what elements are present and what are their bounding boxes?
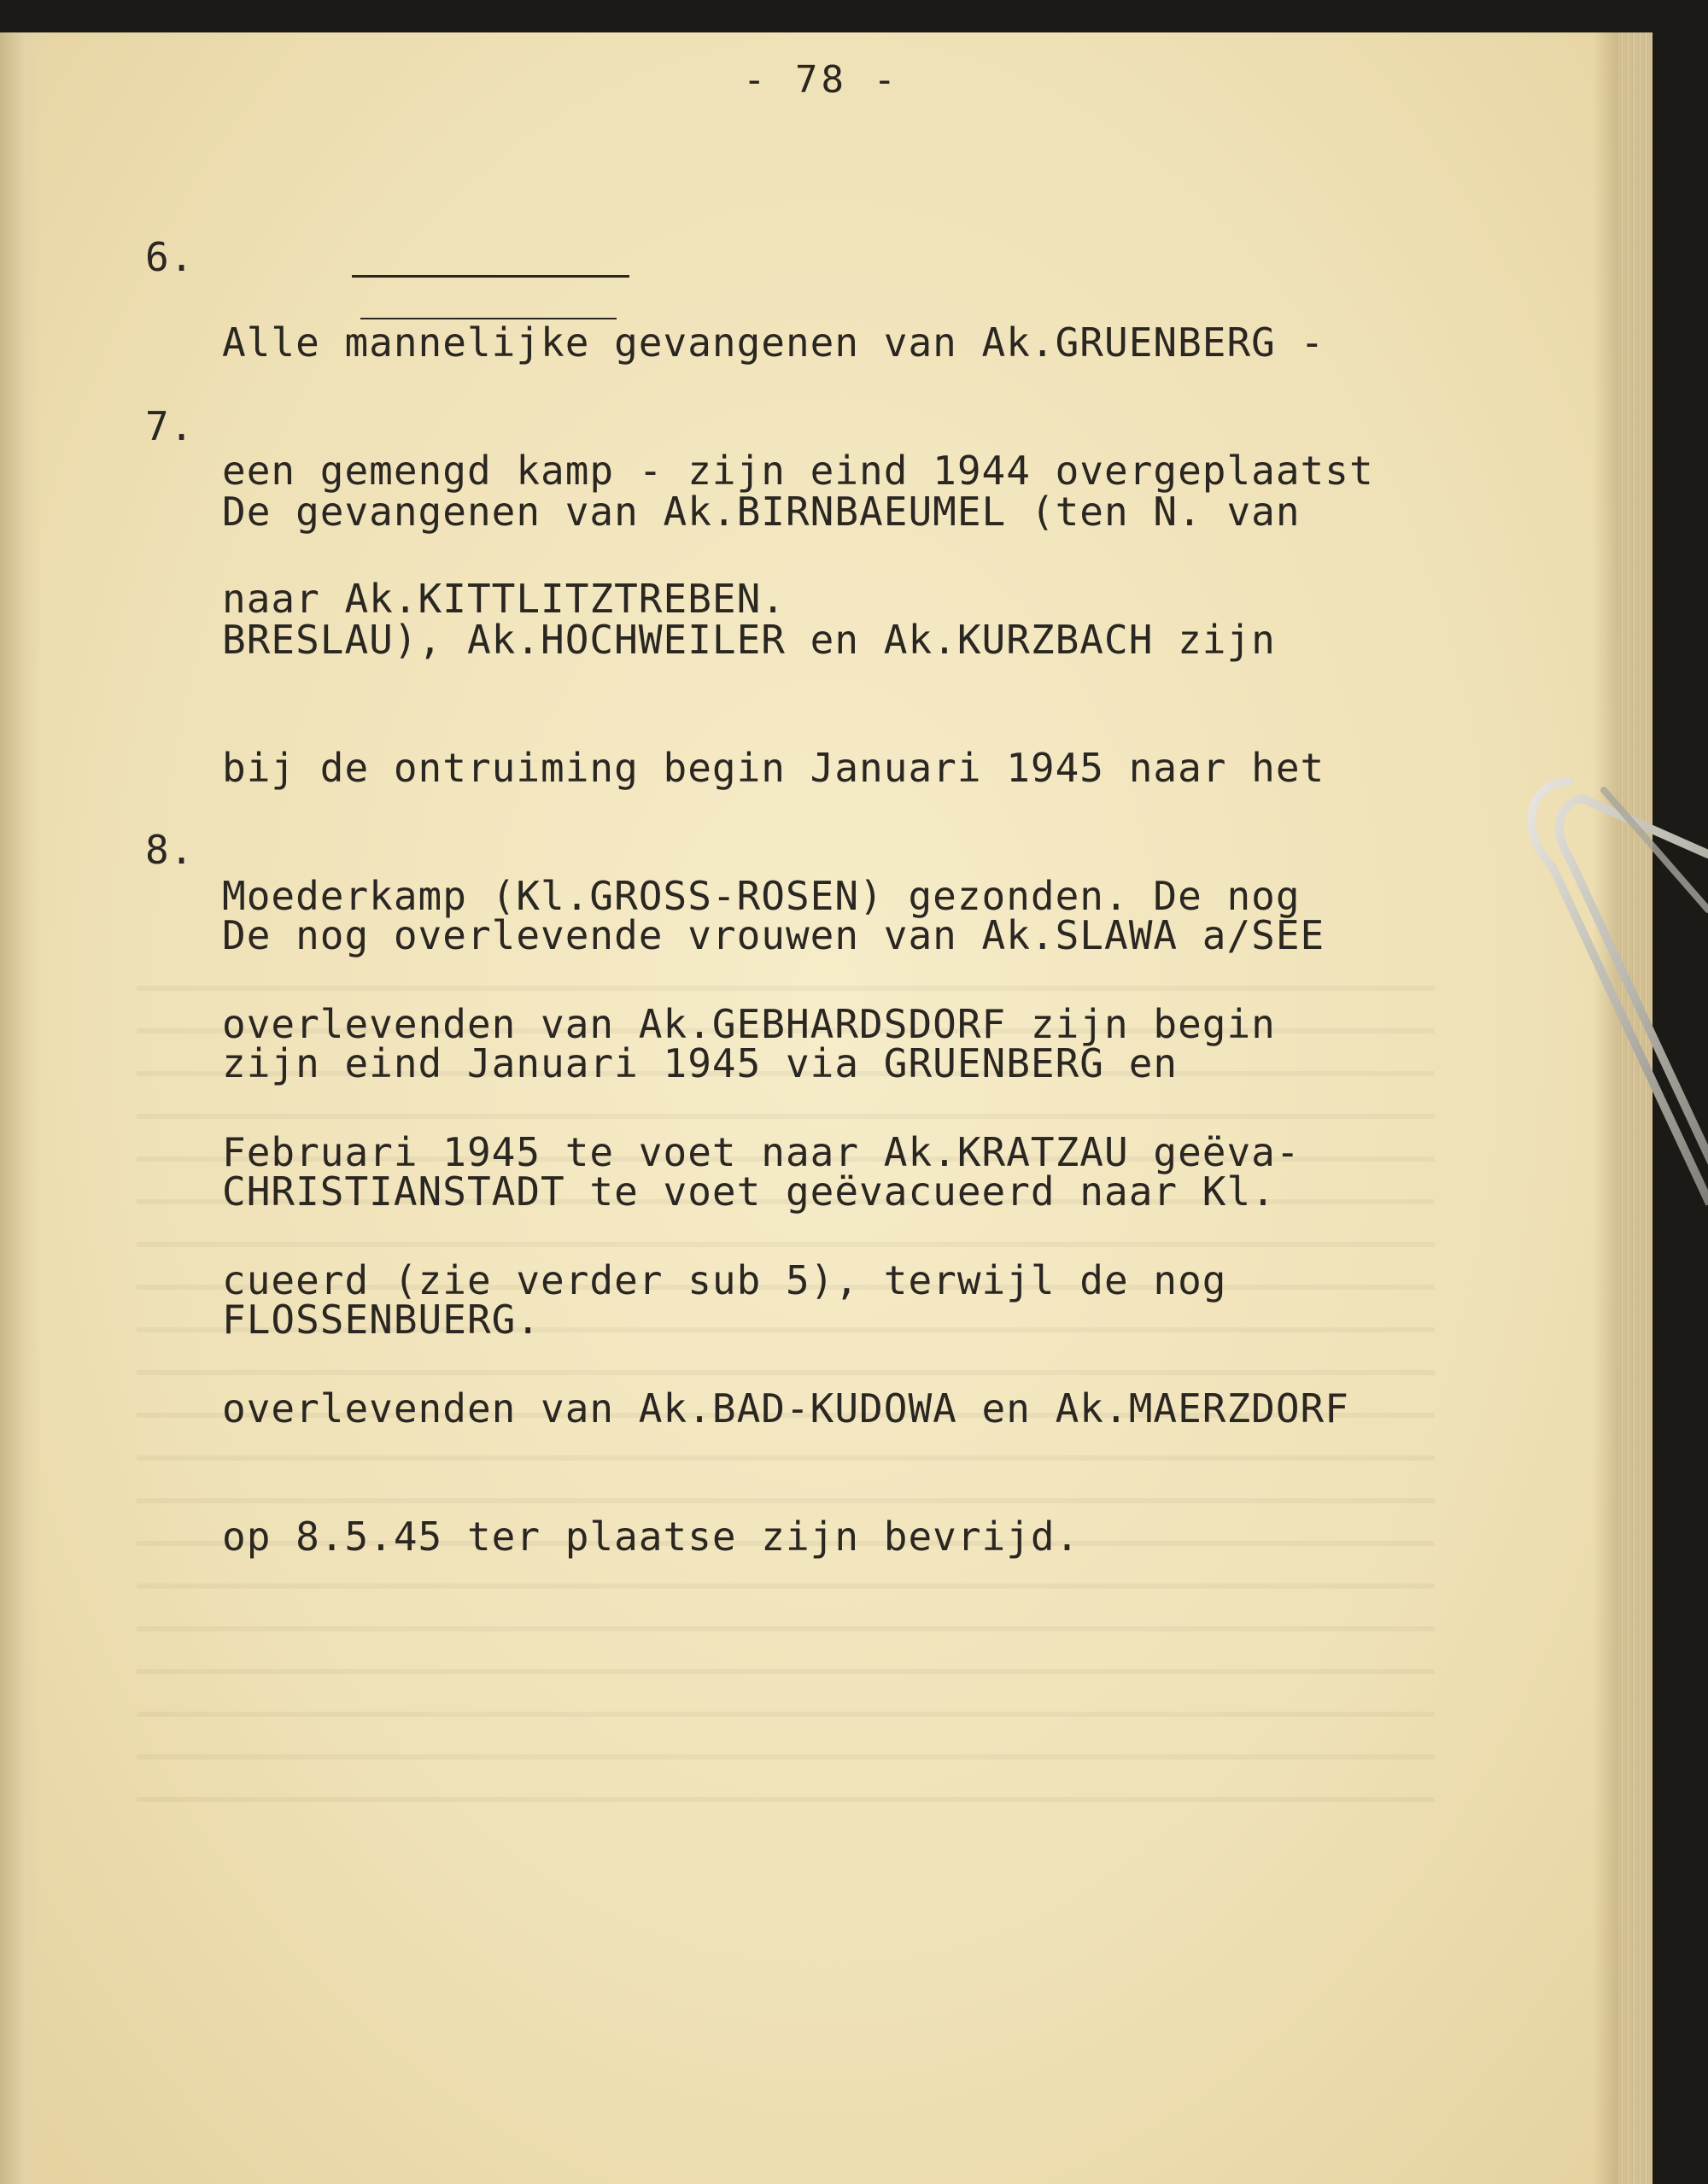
text-line: een gemengd kamp - zijn eind 1944 overgeplaatst <box>222 448 1374 494</box>
text-line: De gevangenen van Ak.BIRNBAEUMEL (ten N. van <box>222 489 1301 535</box>
item-number: 6. <box>145 234 195 280</box>
text-line: naar Ak.KITTLITZTREBEN. <box>222 576 786 622</box>
item-text <box>222 829 1325 1426</box>
text-line: Moederkamp (Kl.GROSS-ROSEN) gezonden. De nog <box>222 873 1301 919</box>
text-line: zijn eind Januari 1945 via GRUENBERG en <box>222 1040 1179 1086</box>
text-line: cueerd (zie verder sub 5), terwijl de nog <box>222 1257 1227 1303</box>
document-page <box>0 32 1652 2184</box>
text-line: overlevenden van Ak.BAD-KUDOWA en Ak.MAERZDORF <box>222 1385 1349 1432</box>
text-line: CHRISTIANSTADT te voet geëvacueerd naar Kl. <box>222 1168 1276 1215</box>
text-line: BRESLAU), Ak.HOCHWEILER en Ak.KURZBACH zijn <box>222 617 1276 663</box>
text-line: De nog overlevende vrouwen van Ak.SLAWA a/SEE <box>222 912 1325 958</box>
text-line: FLOSSENBUERG. <box>222 1297 541 1343</box>
text-line: Februari 1945 te voet naar Ak.KRATZAU geëva- <box>222 1129 1301 1175</box>
underline-mark <box>360 318 617 319</box>
book-binding <box>0 32 41 2184</box>
paperclip-icon <box>1518 773 1708 1217</box>
item-number: 8. <box>145 827 195 873</box>
text-line: overlevenden van Ak.GEBHARDSDORF zijn begin <box>222 1001 1276 1047</box>
text-line: bij de ontruiming begin Januari 1945 naar het <box>222 745 1325 791</box>
text-line: op 8.5.45 ter plaatse zijn bevrijd. <box>222 1514 1080 1560</box>
page-number: - 78 - <box>743 58 899 102</box>
underline-mark <box>352 275 629 278</box>
text-line: Alle mannelijke gevangenen van Ak.GRUENBERG - <box>222 319 1325 366</box>
item-number: 7. <box>145 403 195 449</box>
